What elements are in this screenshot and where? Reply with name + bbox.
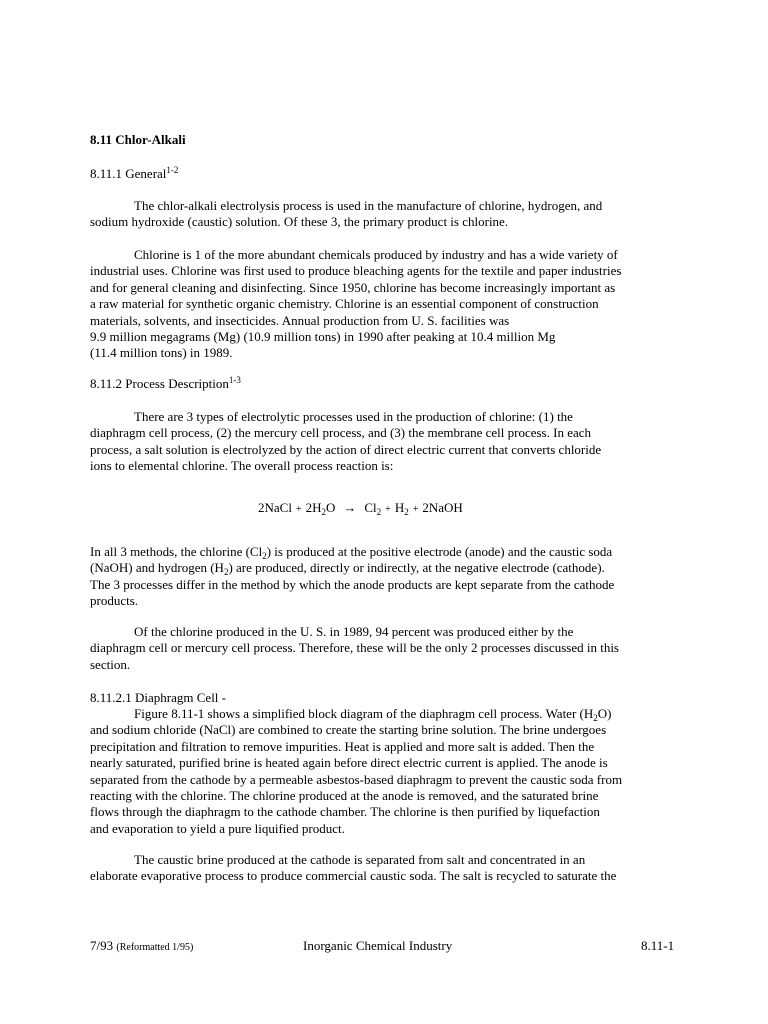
text-line: The 3 processes differ in the method by which the anode products are kept separate from the cathode <box>90 576 615 592</box>
text-line: flows through the diaphragm to the cathode chamber. The chlorine is then purified by liquefaction <box>90 804 600 820</box>
text-line: reacting with the chlorine. The chlorine produced at the anode is removed, and the saturated brine <box>90 788 599 804</box>
eq-term-water: $2H_2O$ <box>305 500 336 517</box>
text-line: and sodium chloride (NaCl) are combined to create the starting brine solution. The brine undergoes <box>90 722 607 738</box>
text-line: 9.9 million megagrams (Mg) (10.9 million tons) in 1990 after peaking at 10.4 million Mg <box>90 329 556 345</box>
text-line: The caustic brine produced at the cathode is separated from salt and concentrated in an <box>134 852 586 867</box>
text-line: (11.4 million tons) in 1989. <box>90 345 233 361</box>
heading-general <box>90 166 178 182</box>
text-line: and for general cleaning and disinfecting. Since 1950, chlorine has become increasingly important as <box>90 279 616 295</box>
reference-superscript: 1-3 <box>228 375 241 385</box>
text-line: In all 3 methods, the chlorine $(Cl_2)$ is produced at the positive electrode (anode) and the caustic soda <box>90 544 613 561</box>
text-line: process, a salt solution is electrolyzed by the action of direct electric current that converts chloride <box>90 441 602 457</box>
eq-plus: + <box>385 504 391 515</box>
text-line: ions to elemental chlorine. The overall process reaction is: <box>90 458 394 474</box>
text-line: The chlor-alkali electrolysis process is used in the manufacture of chlorine, hydrogen, and <box>134 198 603 213</box>
reaction-equation <box>258 500 463 516</box>
section-title: 8.11 Chlor-Alkali <box>90 132 186 147</box>
text-line: Of the chlorine produced in the U. S. in 1989, 94 percent was produced either by the <box>134 624 574 639</box>
paragraph-process-types <box>90 409 690 475</box>
eq-term-chlorine: $Cl_2$ <box>364 500 382 517</box>
paragraph-diaphragm-process <box>90 706 690 837</box>
heading-general-text: 8.11.1 General <box>90 166 167 181</box>
text-line: precipitation and filtration to remove impurities. Heat is applied and more salt is added. Then the <box>90 738 595 754</box>
paragraph-caustic-brine <box>90 852 690 885</box>
text-line: Figure 8.11-1 shows a simplified block diagram of the diaphragm cell process. Water $(H_2O)$ <box>134 706 612 723</box>
heading-diaphragm-cell: 8.11.2.1 Diaphragm Cell - <box>90 690 226 705</box>
text-line: industrial uses. Chlorine was first used to produce bleaching agents for the textile and paper industries <box>90 263 622 279</box>
eq-term-naoh: 2NaOH <box>422 500 463 515</box>
text-line: Chlorine is 1 of the more abundant chemicals produced by industry and has a wide variety of <box>134 247 618 262</box>
text-line: separated from the cathode by a permeable asbestos-based diaphragm to prevent the caustic soda from <box>90 771 623 787</box>
footer-date: 7/93 (Reformatted 1/95) <box>90 938 194 953</box>
heading-process-text: 8.11.2 Process Description <box>90 376 229 391</box>
paragraph-intro <box>90 198 690 231</box>
text-line: materials, solvents, and insecticides. Annual production from U. S. facilities was <box>90 312 510 328</box>
eq-plus: + <box>412 504 419 515</box>
text-line: There are 3 types of electrolytic processes used in the production of chlorine: (1) the <box>134 409 573 424</box>
eq-term-hydrogen: $H_2$ <box>394 500 409 517</box>
paragraph-chlorine-uses <box>90 247 690 362</box>
eq-arrow: → <box>343 500 357 515</box>
text-line: elaborate evaporative process to produce commercial caustic soda. The salt is recycled to saturate the <box>90 868 617 884</box>
eq-term-nacl: 2NaCl <box>258 500 292 515</box>
footer-title: Inorganic Chemical Industry <box>303 938 453 953</box>
paragraph-us-production <box>90 624 690 673</box>
text-line: sodium hydroxide (caustic) solution. Of these 3, the primary product is chlorine. <box>90 214 509 230</box>
heading-process-description <box>90 376 241 392</box>
text-line: nearly saturated, purified brine is heated again before direct electric current is applied. The anode is <box>90 755 608 771</box>
text-line: a raw material for synthetic organic chemistry. Chlorine is an essential component of construction <box>90 296 599 312</box>
text-line: section. <box>90 656 131 672</box>
paragraph-electrodes <box>90 544 690 610</box>
eq-plus: + <box>295 504 302 515</box>
text-line: (NaOH) and hydrogen $(H_2)$ are produced, directly or indirectly, at the negative electrode (cathode). <box>90 560 605 578</box>
reference-superscript: 1-2 <box>166 165 179 175</box>
page-number: 8.11-1 <box>641 938 675 953</box>
text-line: diaphragm cell process, (2) the mercury cell process, and (3) the membrane cell process. In each <box>90 425 592 441</box>
footer-reformatted: (Reformatted 1/95) <box>116 942 194 953</box>
text-line: products. <box>90 593 139 609</box>
text-line: diaphragm cell or mercury cell process. Therefore, these will be the only 2 processes discussed in this <box>90 640 619 656</box>
text-line: and evaporation to yield a pure liquified product. <box>90 820 345 836</box>
